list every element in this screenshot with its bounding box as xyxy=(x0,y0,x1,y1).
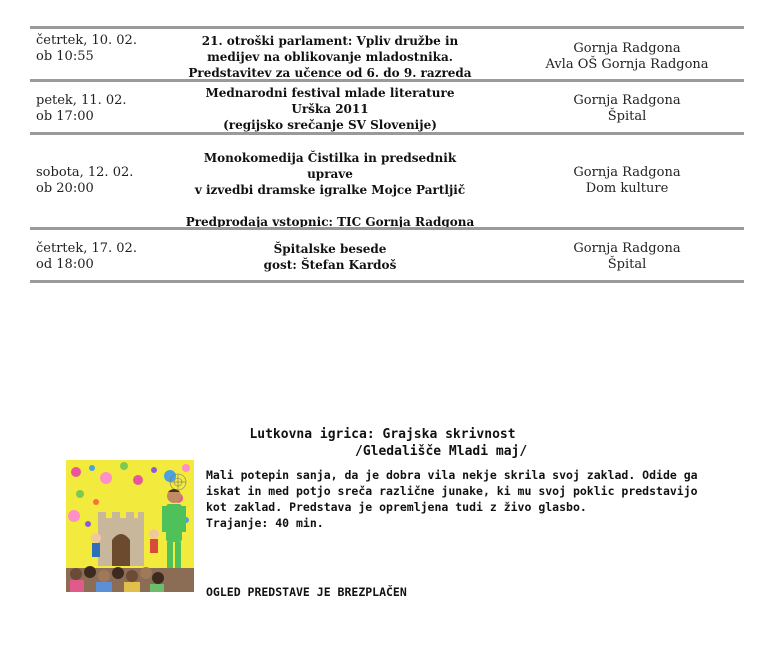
event-date: četrtek, 17. 02. od 18:00 xyxy=(36,241,137,272)
event-place: Gornja Radgona Avla OŠ Gornja Radgona xyxy=(545,41,709,72)
show-description: Mali potepin sanja, da je dobra vila nekje skrila svoj zaklad. Odide ga iskat in med potjo sreča različne junake, ki mu svoj poklic predstavijo kot zaklad. Predstava je opremljena tudi z živo glasbo. Trajanje: 40 min. xyxy=(206,467,726,531)
event-date: četrtek, 10. 02. ob 10:55 xyxy=(36,33,137,64)
show-duration: Trajanje: 40 min. xyxy=(206,516,324,530)
event-title: 21. otroški parlament: Vpliv družbe in medijev na oblikovanje mladostnika. Predstavitev za učence od 6. do 9. razreda xyxy=(188,34,472,80)
event-row xyxy=(30,132,744,227)
event-title: Špitalske besede gost: Štefan Kardoš xyxy=(263,242,397,272)
events-table xyxy=(30,26,744,283)
show-subtitle: /Gledališče Mladi maj/ xyxy=(355,444,528,459)
event-title: Mednarodni festival mlade literature Urška 2011 (regijsko srečanje SV Slovenije) xyxy=(205,86,455,132)
free-admission-note: OGLED PREDSTAVE JE BREZPLAČEN xyxy=(206,585,407,599)
event-row xyxy=(30,227,744,283)
event-place: Gornja Radgona Dom kulture xyxy=(573,165,681,196)
event-title: Monokomedija Čistilka in predsednik uprave v izvedbi dramske igralke Mojce Partljič Predprodaja vstopnic: TIC Gornja Radgona xyxy=(170,150,490,230)
event-place: Gornja Radgona Špital xyxy=(573,93,681,124)
event-date: petek, 11. 02. ob 17:00 xyxy=(36,93,127,124)
event-date: sobota, 12. 02. ob 20:00 xyxy=(36,165,134,196)
event-place: Gornja Radgona Špital xyxy=(573,241,681,272)
event-row xyxy=(30,26,744,79)
event-row xyxy=(30,79,744,132)
puppet-show-photo xyxy=(66,460,194,592)
show-title: Lutkovna igrica: Grajska skrivnost xyxy=(249,427,516,442)
ticket-presale: Predprodaja vstopnic: TIC Gornja Radgona xyxy=(185,215,475,229)
